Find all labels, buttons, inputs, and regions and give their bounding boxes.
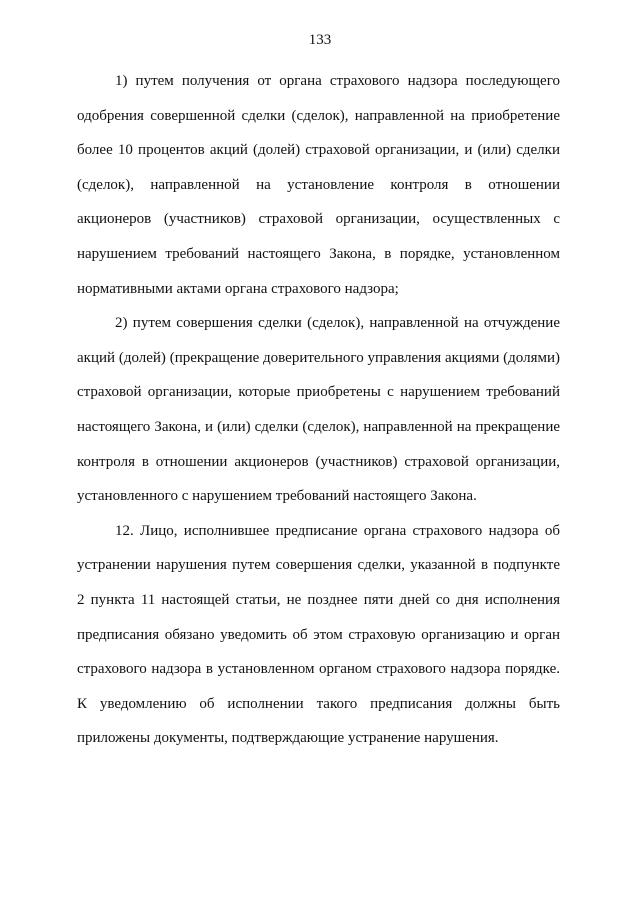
paragraph-subitem-1: 1) путем получения от органа страхового надзора последующего одобрения совершенной сделки (сделок), направленной на приобретение более 10 процентов акций (долей) страховой организации, и (или) сделки (сделок), направленной на установление контроля в отношении акционеров (участников) страховой организации, осуществленных с нарушением требований настоящего Закона, в порядке, установленном нормативными актами органа страхового надзора; xyxy=(77,73,560,297)
paragraph-subitem-2: 2) путем совершения сделки (сделок), направленной на отчуждение акций (долей) (прекращение доверительного управления акциями (долями) страховой организации, которые приобретены с нарушением требований настоящего Закона, и (или) сделки (сделок), направленной на прекращение контроля в отношении акционеров (участников) страховой организации, установленного с нарушением требований настоящего Закона. xyxy=(77,315,560,505)
paragraph-item-12: 12. Лицо, исполнившее предписание органа страхового надзора об устранении нарушения путем совершения сделки, указанной в подпункте 2 пункта 11 настоящей статьи, не позднее пяти дней со дня исполнения предписания обязано уведомить об этом страховую организацию и орган страхового надзора в установленном органом страхового надзора порядке. К уведомлению об исполнении такого предписания должны быть приложены документы, подтверждающие устранение нарушения. xyxy=(77,522,560,747)
document-body xyxy=(77,64,560,756)
page-number: 133 xyxy=(308,32,332,48)
